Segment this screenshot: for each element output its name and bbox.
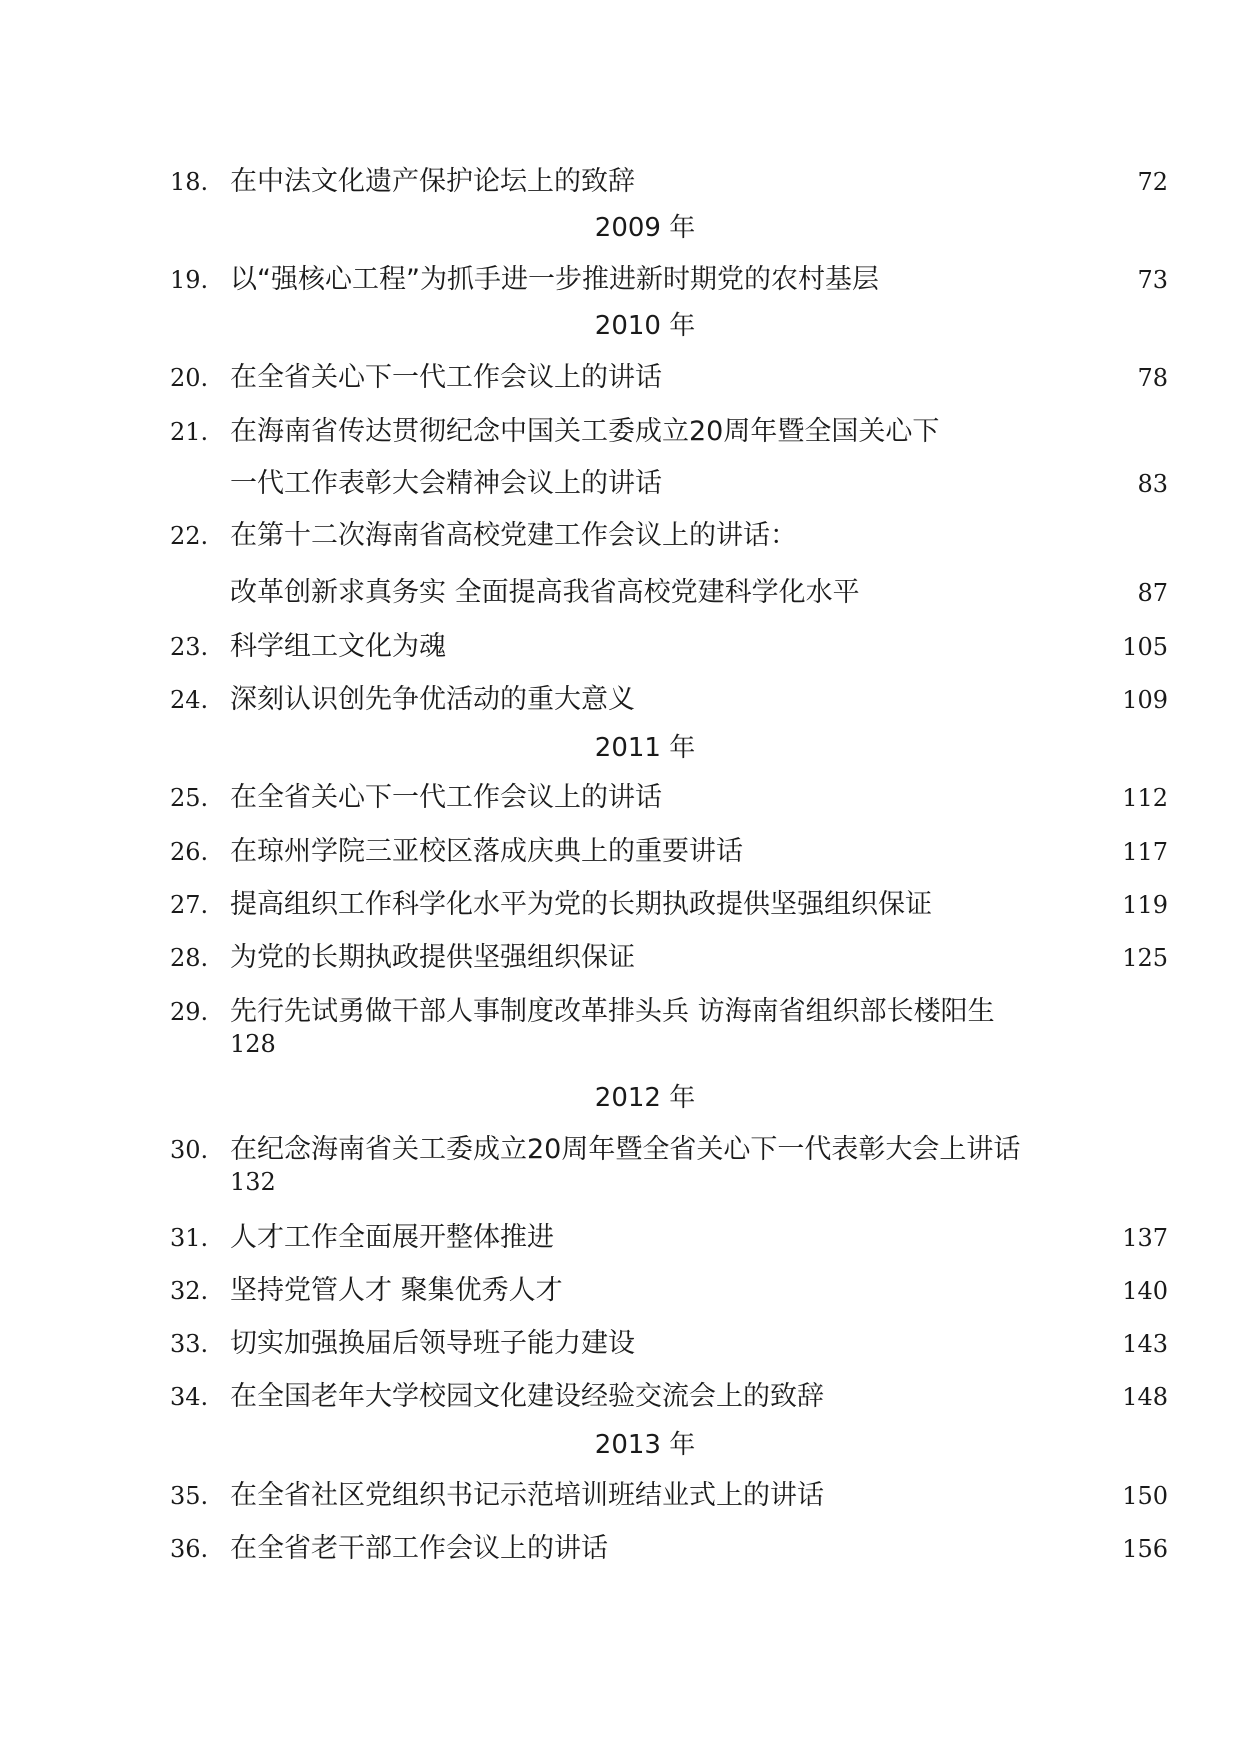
year-heading: 2011 年 (594, 733, 696, 763)
entry-title: 在全省关心下一代工作会议上的讲话 (230, 362, 662, 393)
toc-entry[interactable] (0, 410, 1240, 454)
entry-title: 为党的长期执政提供坚强组织保证 (230, 942, 635, 973)
toc-entry[interactable] (0, 514, 1240, 558)
entry-number: 24. (170, 686, 209, 714)
entry-title-continued: 改革创新求真务实 全面提高我省高校党建科学化水平 (230, 577, 860, 608)
entry-page: 137 (1122, 1224, 1168, 1252)
entry-page: 119 (1122, 891, 1168, 919)
entry-number: 26. (170, 838, 209, 866)
entry-number: 29. (170, 998, 209, 1026)
toc-entry-continuation[interactable] (0, 462, 1240, 506)
year-heading: 2009 年 (594, 213, 696, 243)
entry-number: 31. (170, 1224, 209, 1252)
entry-number: 18. (170, 168, 209, 196)
toc-entry[interactable] (0, 1322, 1240, 1366)
toc-entry[interactable] (0, 356, 1240, 400)
entry-page: 132 (230, 1168, 276, 1196)
entry-number: 22. (170, 522, 209, 550)
entry-page: 83 (1137, 470, 1168, 498)
entry-title: 人才工作全面展开整体推进 (230, 1222, 554, 1253)
entry-number: 36. (170, 1535, 209, 1563)
entry-title: 在全省关心下一代工作会议上的讲话 (230, 782, 662, 813)
entry-page: 73 (1137, 266, 1168, 294)
entry-title: 提高组织工作科学化水平为党的长期执政提供坚强组织保证 (230, 889, 932, 920)
entry-title: 在第十二次海南省高校党建工作会议上的讲话： (230, 520, 797, 551)
entry-title: 在纪念海南省关工委成立20周年暨全省关心下一代表彰大会上讲话 (230, 1134, 1021, 1165)
entry-page: 148 (1122, 1383, 1168, 1411)
toc-entry[interactable] (0, 776, 1240, 820)
entry-title-continued: 一代工作表彰大会精神会议上的讲话 (230, 468, 662, 499)
year-heading: 2013 年 (594, 1430, 696, 1460)
entry-number: 28. (170, 944, 209, 972)
toc-entry[interactable] (0, 160, 1240, 204)
entry-page: 87 (1137, 579, 1168, 607)
toc-entry[interactable] (0, 1527, 1240, 1571)
toc-entry[interactable] (0, 1216, 1240, 1260)
entry-title: 深刻认识创先争优活动的重大意义 (230, 684, 635, 715)
toc-entry[interactable] (0, 1474, 1240, 1518)
toc-entry[interactable] (0, 625, 1240, 669)
entry-number: 35. (170, 1482, 209, 1510)
entry-page: 156 (1122, 1535, 1168, 1563)
entry-page: 112 (1122, 784, 1168, 812)
entry-page: 150 (1122, 1482, 1168, 1510)
toc-entry[interactable] (0, 678, 1240, 722)
toc-entry-continuation[interactable] (0, 571, 1240, 615)
toc-entry[interactable] (0, 936, 1240, 980)
entry-title: 坚持党管人才 聚集优秀人才 (230, 1275, 563, 1306)
entry-number: 20. (170, 364, 209, 392)
toc-entry-continuation[interactable] (0, 1160, 1240, 1204)
entry-page: 128 (230, 1030, 276, 1058)
entry-number: 32. (170, 1277, 209, 1305)
toc-entry[interactable] (0, 1269, 1240, 1313)
entry-number: 33. (170, 1330, 209, 1358)
entry-number: 27. (170, 891, 209, 919)
entry-title: 先行先试勇做干部人事制度改革排头兵 访海南省组织部长楼阳生 (230, 996, 995, 1027)
entry-title: 以“强核心工程”为抓手进一步推进新时期党的农村基层 (230, 264, 879, 295)
year-heading: 2012 年 (594, 1083, 696, 1113)
entry-number: 19. (170, 266, 209, 294)
entry-title: 在全省老干部工作会议上的讲话 (230, 1533, 608, 1564)
entry-page: 72 (1137, 168, 1168, 196)
entry-title: 在全国老年大学校园文化建设经验交流会上的致辞 (230, 1381, 824, 1412)
entry-page: 125 (1122, 944, 1168, 972)
entry-number: 30. (170, 1136, 209, 1164)
entry-page: 78 (1137, 364, 1168, 392)
entry-title: 科学组工文化为魂 (230, 631, 446, 662)
entry-title: 在琼州学院三亚校区落成庆典上的重要讲话 (230, 836, 743, 867)
entry-number: 23. (170, 633, 209, 661)
entry-number: 34. (170, 1383, 209, 1411)
entry-number: 25. (170, 784, 209, 812)
toc-entry[interactable] (0, 258, 1240, 302)
year-heading: 2010 年 (594, 311, 696, 341)
toc-entry[interactable] (0, 883, 1240, 927)
entry-page: 105 (1122, 633, 1168, 661)
toc-entry[interactable] (0, 1375, 1240, 1419)
entry-number: 21. (170, 418, 209, 446)
entry-page: 143 (1122, 1330, 1168, 1358)
toc-entry-continuation[interactable] (0, 1022, 1240, 1066)
entry-title: 在海南省传达贯彻纪念中国关工委成立20周年暨全国关心下 (230, 416, 940, 447)
entry-page: 140 (1122, 1277, 1168, 1305)
toc-entry[interactable] (0, 830, 1240, 874)
entry-page: 117 (1122, 838, 1168, 866)
entry-page: 109 (1122, 686, 1168, 714)
entry-title: 切实加强换届后领导班子能力建设 (230, 1328, 635, 1359)
entry-title: 在全省社区党组织书记示范培训班结业式上的讲话 (230, 1480, 824, 1511)
entry-title: 在中法文化遗产保护论坛上的致辞 (230, 166, 635, 197)
